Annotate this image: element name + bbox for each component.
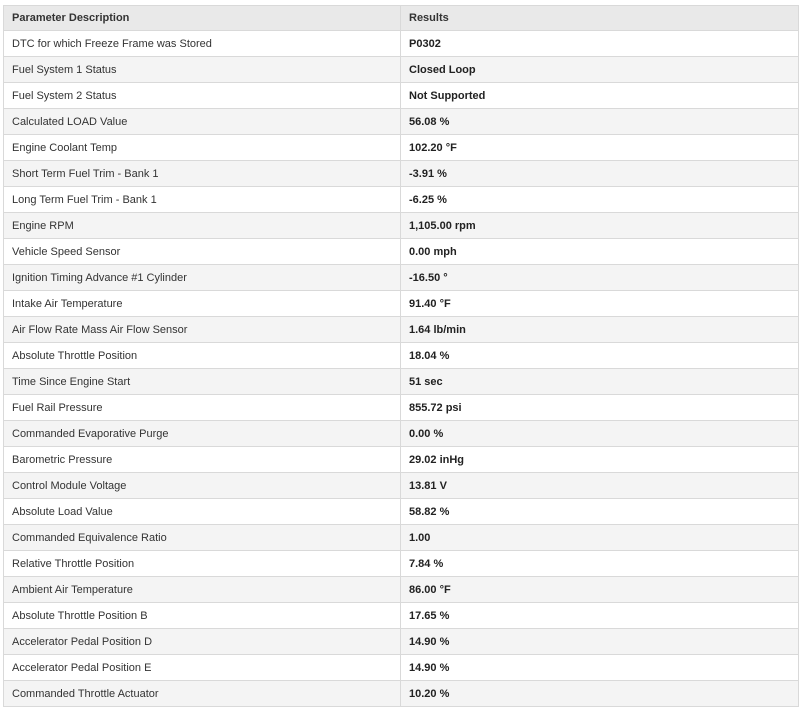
result-cell: -6.25 % — [401, 187, 799, 213]
result-cell: 91.40 °F — [401, 291, 799, 317]
table-row — [4, 57, 799, 83]
result-cell: 14.90 % — [401, 655, 799, 681]
table-row — [4, 161, 799, 187]
result-cell: 7.84 % — [401, 551, 799, 577]
table-row — [4, 421, 799, 447]
table-row — [4, 31, 799, 57]
parameter-cell: Vehicle Speed Sensor — [4, 239, 401, 265]
table-row — [4, 629, 799, 655]
table-row — [4, 681, 799, 707]
table-row — [4, 655, 799, 681]
result-cell: 18.04 % — [401, 343, 799, 369]
result-cell: 56.08 % — [401, 109, 799, 135]
parameter-cell: Absolute Throttle Position B — [4, 603, 401, 629]
parameter-cell: Time Since Engine Start — [4, 369, 401, 395]
parameter-description-header: Parameter Description — [4, 6, 401, 31]
result-cell: 855.72 psi — [401, 395, 799, 421]
parameter-cell: Control Module Voltage — [4, 473, 401, 499]
result-cell: 86.00 °F — [401, 577, 799, 603]
table-header-row — [4, 6, 799, 31]
parameter-cell: Commanded Throttle Actuator — [4, 681, 401, 707]
parameter-cell: Ambient Air Temperature — [4, 577, 401, 603]
parameter-cell: Calculated LOAD Value — [4, 109, 401, 135]
table-row — [4, 265, 799, 291]
result-cell: 29.02 inHg — [401, 447, 799, 473]
result-cell: P0302 — [401, 31, 799, 57]
result-cell: 0.00 % — [401, 421, 799, 447]
result-cell: 51 sec — [401, 369, 799, 395]
result-cell: Closed Loop — [401, 57, 799, 83]
table-row — [4, 369, 799, 395]
table-row — [4, 447, 799, 473]
result-cell: 1.64 lb/min — [401, 317, 799, 343]
result-cell: 14.90 % — [401, 629, 799, 655]
table-row — [4, 135, 799, 161]
parameter-cell: Absolute Throttle Position — [4, 343, 401, 369]
parameter-cell: Commanded Equivalence Ratio — [4, 525, 401, 551]
parameter-cell: Commanded Evaporative Purge — [4, 421, 401, 447]
parameter-cell: Fuel System 2 Status — [4, 83, 401, 109]
parameter-cell: Engine RPM — [4, 213, 401, 239]
result-cell: 58.82 % — [401, 499, 799, 525]
table-row — [4, 239, 799, 265]
table-row — [4, 525, 799, 551]
parameter-cell: Short Term Fuel Trim - Bank 1 — [4, 161, 401, 187]
result-cell: 0.00 mph — [401, 239, 799, 265]
result-cell: 10.20 % — [401, 681, 799, 707]
parameter-cell: Accelerator Pedal Position E — [4, 655, 401, 681]
parameter-cell: Relative Throttle Position — [4, 551, 401, 577]
result-cell: -3.91 % — [401, 161, 799, 187]
table-row — [4, 109, 799, 135]
table-row — [4, 499, 799, 525]
table-row — [4, 317, 799, 343]
result-cell: -16.50 ° — [401, 265, 799, 291]
table-row — [4, 213, 799, 239]
results-header: Results — [401, 6, 799, 31]
table-row — [4, 187, 799, 213]
parameter-cell: Long Term Fuel Trim - Bank 1 — [4, 187, 401, 213]
parameter-cell: Air Flow Rate Mass Air Flow Sensor — [4, 317, 401, 343]
table-row — [4, 577, 799, 603]
parameter-cell: DTC for which Freeze Frame was Stored — [4, 31, 401, 57]
result-cell: Not Supported — [401, 83, 799, 109]
table-row — [4, 343, 799, 369]
parameter-cell: Intake Air Temperature — [4, 291, 401, 317]
table-row — [4, 603, 799, 629]
result-cell: 1.00 — [401, 525, 799, 551]
parameter-cell: Fuel System 1 Status — [4, 57, 401, 83]
result-cell: 17.65 % — [401, 603, 799, 629]
table-body — [4, 31, 799, 707]
parameter-cell: Accelerator Pedal Position D — [4, 629, 401, 655]
table-row — [4, 291, 799, 317]
table-row — [4, 83, 799, 109]
parameter-cell: Absolute Load Value — [4, 499, 401, 525]
result-cell: 13.81 V — [401, 473, 799, 499]
result-cell: 1,105.00 rpm — [401, 213, 799, 239]
parameter-cell: Barometric Pressure — [4, 447, 401, 473]
freeze-frame-table — [3, 5, 799, 707]
parameter-cell: Ignition Timing Advance #1 Cylinder — [4, 265, 401, 291]
table-row — [4, 473, 799, 499]
table-row — [4, 395, 799, 421]
parameter-cell: Fuel Rail Pressure — [4, 395, 401, 421]
table-row — [4, 551, 799, 577]
result-cell: 102.20 °F — [401, 135, 799, 161]
parameter-cell: Engine Coolant Temp — [4, 135, 401, 161]
